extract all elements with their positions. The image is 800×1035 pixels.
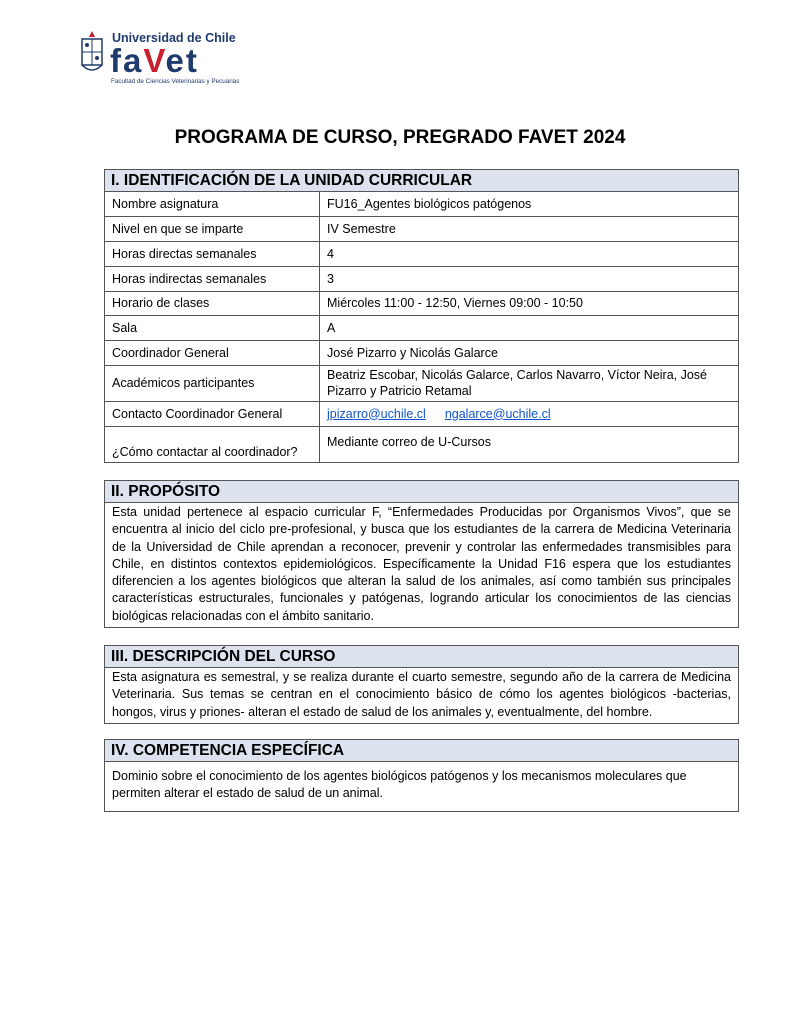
table-row — [105, 291, 738, 315]
contact-emails — [320, 401, 739, 426]
section-heading: II. PROPÓSITO — [105, 481, 738, 503]
description-text: Esta asignatura es semestral, y se realiza durante el cuarto semestre, segundo año de la carrera de Medicina Veterinaria. Sus temas se centran en el conocimiento básico de cómo los agentes biológicos -bacterias, hongos, virus y priones- alteran el estado de salud de los animales y, eventualmente, del hombre. — [112, 670, 731, 719]
section-heading: III. DESCRIPCIÓN DEL CURSO — [105, 646, 738, 668]
page-title: PROGRAMA DE CURSO, PREGRADO FAVET 2024 — [174, 127, 626, 148]
table-row — [105, 241, 738, 266]
table-row — [105, 340, 738, 365]
row-value: Miércoles 11:00 - 12:50, Viernes 09:00 - 10:50 — [320, 291, 739, 315]
section-identification — [104, 169, 739, 463]
row-value: 3 — [320, 266, 739, 291]
row-label: ¿Cómo contactar al coordinador? — [105, 426, 320, 462]
section-heading: IV. COMPETENCIA ESPECÍFICA — [105, 740, 738, 762]
row-label: Sala — [105, 315, 320, 340]
section-heading: I. IDENTIFICACIÓN DE LA UNIDAD CURRICULAR — [105, 170, 738, 192]
table-row — [105, 266, 738, 291]
purpose-text: Esta unidad pertenece al espacio curricular F, “Enfermedades Producidas por Organismos Vivos”, que se encuentra al inicio del ciclo pre-profesional, y busca que los estudiantes de la carrera de Medicina Veterinaria de la Universidad de Chile aprendan a reconocer, prevenir y controlar las enfermedades transmisibles para Chile, en distintos contextos epidemiológicos. Específicamente la Unidad F16 espera que los estudiantes diferencien a los agentes biológicos que alteran la salud de los animales, así como también sus principales características estructurales, funcionales y patógenas, logrando articular los conocimientos de las ciencias biológicas relacionadas con el ámbito sanitario. — [112, 505, 731, 623]
row-label: Coordinador General — [105, 340, 320, 365]
row-value: IV Semestre — [320, 216, 739, 241]
row-label: Académicos participantes — [105, 365, 320, 401]
table-row — [105, 216, 738, 241]
row-label: Horario de clases — [105, 291, 320, 315]
table-row — [105, 315, 738, 340]
university-crest-icon — [78, 29, 106, 79]
email-link-galarce[interactable]: ngalarce@uchile.cl — [444, 406, 551, 421]
row-label: Horas directas semanales — [105, 241, 320, 266]
faculty-logo — [78, 27, 240, 89]
section-purpose — [104, 480, 739, 628]
table-row — [105, 365, 738, 401]
table-row — [105, 192, 738, 216]
identification-table — [105, 192, 738, 462]
row-value: FU16_Agentes biológicos patógenos — [327, 196, 532, 211]
row-label: Horas indirectas semanales — [105, 266, 320, 291]
section-competence — [104, 739, 739, 812]
favet-wordmark: faVet — [110, 42, 199, 79]
email-link-pizarro[interactable]: jpizarro@uchile.cl — [327, 406, 426, 421]
row-value: Beatriz Escobar, Nicolás Galarce, Carlos Navarro, Víctor Neira, José Pizarro y Patricio Retamal — [320, 365, 739, 401]
row-value: A — [320, 315, 739, 340]
row-value: 4 — [320, 241, 739, 266]
row-label: Nombre asignatura — [105, 192, 320, 216]
row-label: Contacto Coordinador General — [105, 401, 320, 426]
competence-text: Dominio sobre el conocimiento de los agentes biológicos patógenos y los mecanismos moleculares que permiten alterar el estado de salud de un animal. — [112, 769, 687, 801]
row-value: Mediante correo de U-Cursos — [320, 426, 739, 462]
row-label: Nivel en que se imparte — [105, 216, 320, 241]
faculty-name: Facultad de Ciencias Veterinarias y Pecuarias — [111, 78, 240, 85]
section-description — [104, 645, 739, 724]
table-row — [105, 401, 738, 426]
row-value: José Pizarro y Nicolás Galarce — [320, 340, 739, 365]
university-name: Universidad de Chile — [112, 31, 236, 45]
table-row — [105, 426, 738, 462]
